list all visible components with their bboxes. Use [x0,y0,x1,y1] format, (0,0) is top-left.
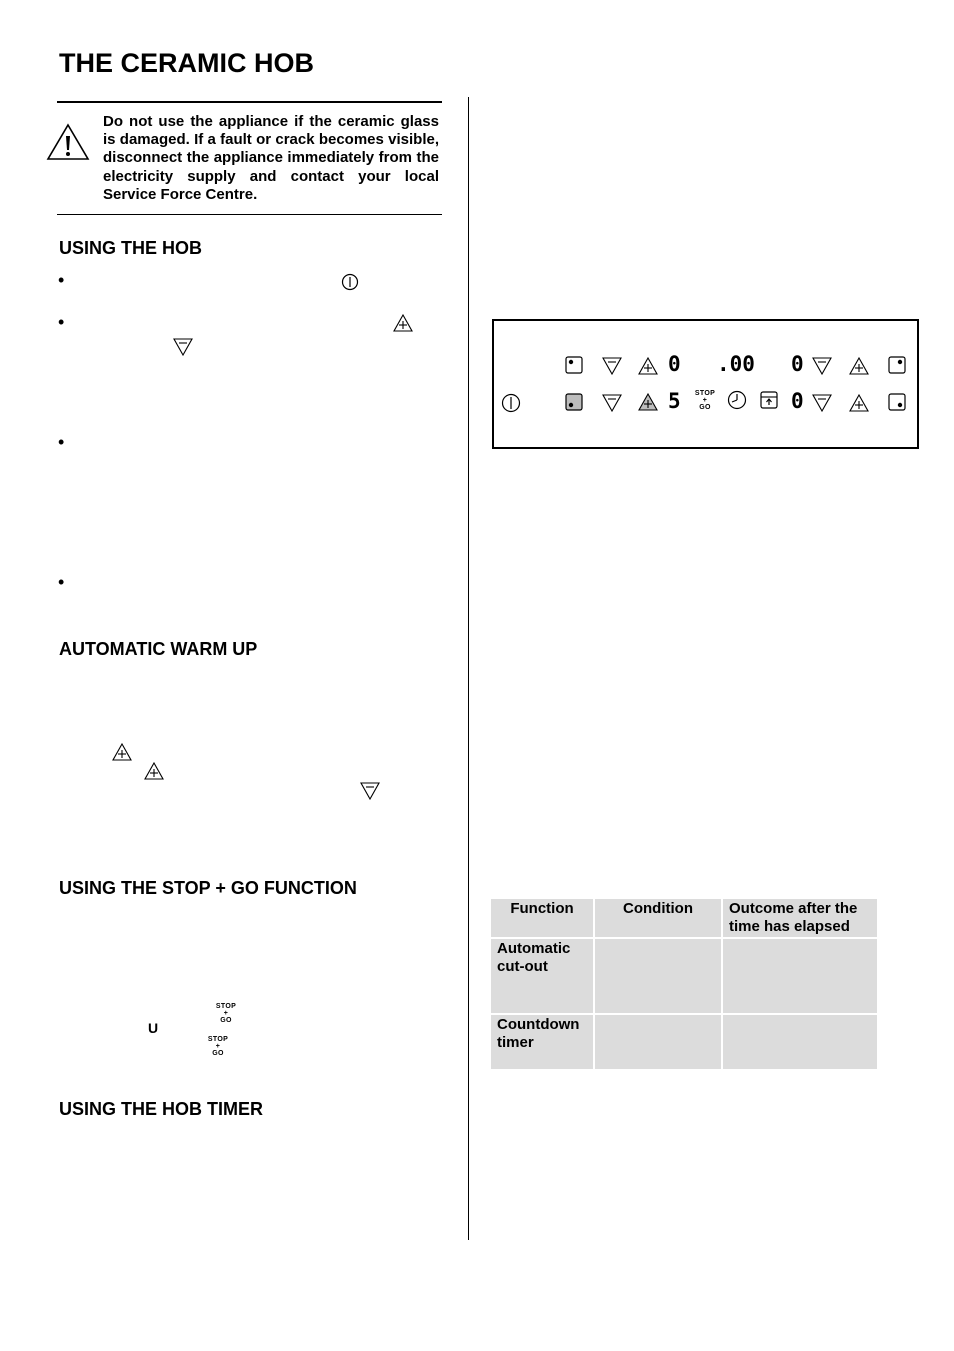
table-header-condition: Condition [595,899,721,937]
control-panel-diagram [492,319,919,449]
bullet: • [58,572,65,592]
minus-triangle-icon [812,394,832,412]
table-row [491,939,877,1013]
table-header-row [491,899,877,937]
lock-u-symbol: U [148,1020,159,1036]
heading-using-hob: USING THE HOB [59,238,203,258]
warning-top-rule [57,101,442,103]
power-level-display: 0 [791,352,804,376]
bullet: • [58,312,65,332]
table-header-outcome: Outcome after the time has elapsed [723,899,877,937]
plus-triangle-icon [393,314,413,332]
heading-hob-timer: USING THE HOB TIMER [59,1099,264,1119]
warning-triangle-icon [46,123,90,161]
stop-go-icon [205,1036,231,1057]
minus-triangle-icon [360,782,380,800]
power-icon [341,273,359,291]
zone-rear-right-icon [888,356,906,374]
plus-triangle-icon [638,357,658,375]
minus-triangle-icon [602,394,622,412]
zone-front-right-icon [888,393,906,411]
table-cell-outcome [723,939,877,1013]
bullet: • [58,270,65,290]
heading-automatic-warm-up: AUTOMATIC WARM UP [59,639,258,659]
column-divider [468,97,469,1240]
stop-label: STOP [215,1003,237,1010]
plus-triangle-icon [849,357,869,375]
minus-triangle-icon [812,357,832,375]
page-title: THE CERAMIC HOB [59,48,314,78]
stop-label: STOP [207,1036,229,1043]
clock-icon [727,390,747,410]
stop-label: STOP [694,390,716,397]
plus-triangle-icon [638,393,658,411]
power-level-display: 0 [791,389,804,413]
go-label: GO [699,404,711,411]
minus-triangle-icon [173,338,193,356]
table-header-function: Function [491,899,593,937]
stop-go-icon [213,1003,239,1024]
plus-label: + [223,1010,229,1017]
table-cell-condition [595,939,721,1013]
go-label: GO [212,1050,224,1057]
minus-triangle-icon [602,357,622,375]
power-level-display: 0 [668,352,681,376]
stop-go-icon [692,390,718,411]
table-cell-function: Automatic cut-out [491,939,593,1013]
heading-stop-go: USING THE STOP + GO FUNCTION [59,878,357,898]
plus-triangle-icon [849,394,869,412]
bullet: • [58,432,65,452]
power-icon [501,393,521,413]
plus-label: + [702,397,708,404]
go-label: GO [220,1017,232,1024]
table-cell-outcome [723,1015,877,1069]
function-table [489,897,879,1071]
table-cell-condition [595,1015,721,1069]
warning-bottom-rule [57,214,442,215]
power-level-display: 5 [668,389,681,413]
zone-rear-left-icon [565,356,583,374]
lock-icon [760,391,778,409]
warning-text: Do not use the appliance if the ceramic glass is damaged. If a fault or crack becomes visible, disconnect the appliance immediately from the electricity supply and contact your local Service Force Centre. [103,113,439,203]
timer-display: .00 [717,352,755,376]
table-cell-function: Countdown timer [491,1015,593,1069]
plus-triangle-icon [112,743,132,761]
plus-label: + [215,1043,221,1050]
plus-triangle-icon [144,762,164,780]
table-row [491,1015,877,1069]
zone-front-left-icon [565,393,583,411]
